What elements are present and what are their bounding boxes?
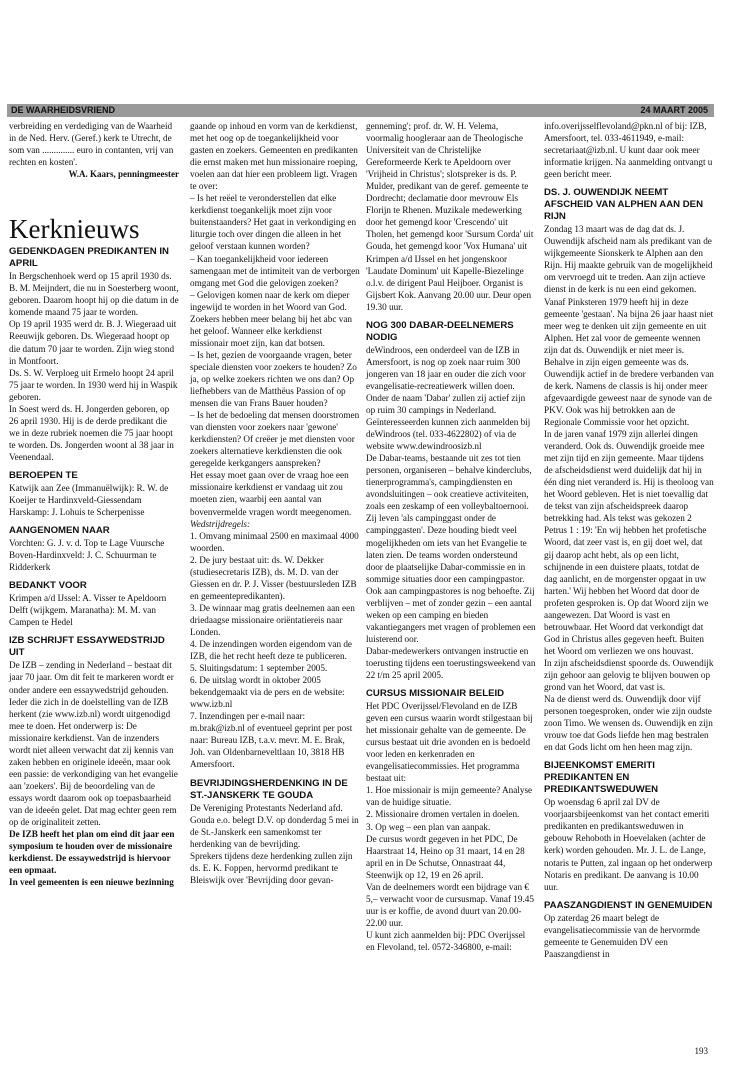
- paragraph: Vorchten: G. J. v. d. Top te Lage Vuursche: [9, 538, 165, 549]
- question-item: – Is het, gezien de voorgaande vragen, beter speciale diensten voor zoekers te houden? Zo ja, op welke zoekers richten we ons dan? Op liefhebbers van de Matthëus Passion of op mensen die van Frans Bauer houden?: [190, 349, 357, 409]
- rules-title: Wedstrijdregels:: [190, 518, 251, 529]
- article-heading: AANGENOMEN NAAR: [9, 525, 110, 537]
- paragraph: Boven-Hardinxveld: J. C. Schuurman te Ridderkerk: [9, 550, 157, 573]
- rule-item: 7. Inzendingen per e-mail naar: m.brak@izb.nl of eventueel geprint per post naar: Bureau IZB, t.a.v. mevr. M. E. Brak, Joh. van Oldenbarneveltlaan 10, 3818 HB Amersfoort.: [190, 711, 353, 770]
- column-2: [190, 120, 360, 886]
- paragraph: In zijn afscheidsdienst spoorde ds. Ouwendijk zijn gehoor aan gelovig te blijven bouwen op grond van het Woord, dat vast is.: [544, 657, 714, 693]
- paragraph: Op zaterdag 26 maart belegt de evangelisatiecommissie van de hervormde gemeente te Genemuiden DV een Paaszangdienst in: [544, 912, 700, 959]
- list-item: 2. Missionaire dromen vertalen in doelen.: [366, 809, 520, 820]
- rule-item: 5. Sluitingsdatum: 1 september 2005.: [190, 663, 328, 674]
- running-header: [7, 104, 714, 117]
- rule-item: 3. De winnaar mag gratis deelnemen aan een driedaagse missionaire oriëntatiereis naar Londen.: [190, 602, 355, 637]
- paragraph: Dabar-medewerkers ontvangen instructie en toerusting tijdens een toerustingsweekend van 22 t/m 25 april 2005.: [366, 645, 536, 681]
- paragraph: Ds. S. W. Verploeg uit Ermelo hoopt 24 april 75 jaar te worden. In 1930 werd hij in Waspik geboren.: [9, 367, 178, 402]
- paragraph: deWindroos, een onderdeel van de IZB in Amersfoort, is nog op zoek naar ruim 300 jongeren van 18 jaar en ouder die zich voor evangelisatie-recreatiewerk willen doen. Onder de naam 'Dabar' zullen zij actief zijn op ruim 30 campings in Nederland. Geïnteresseerden kunnen zich aanmelden bij deWindroos (tel. 033-4622802) of via de website www.dewindroosizb.nl: [366, 344, 531, 452]
- article-heading: GEDENKDAGEN PREDIKANTEN IN APRIL: [9, 246, 169, 270]
- column-1: [9, 120, 179, 888]
- question-item: – Is het reëel te veronderstellen dat elke kerkdienst toegankelijk moet zijn voor buitenstaanders? Het gaat in verkondiging en liturgie toch over dingen die alleen in het geloof verstaan kunnen worden?: [190, 193, 357, 252]
- article-heading: BEDANKT VOOR: [9, 580, 87, 592]
- article-heading: IZB SCHRIJFT ESSAYWEDSTRIJD UIT: [9, 635, 165, 659]
- article-heading: BEROEPEN TE: [9, 469, 78, 481]
- article-heading: NOG 300 DABAR-DEELNEMERS NODIG: [366, 319, 514, 343]
- paragraph: Op 19 april 1935 werd dr. B. J. Wiegeraad uit Reeuwijk geboren. Ds. Wiegeraad hoopt op die datum 70 jaar te worden. Zijn wieg stond in Montfoort.: [9, 319, 177, 366]
- rule-item: 2. De jury bestaat uit: ds. W. Dekker (studiesecretaris IZB), ds. M. D. van der Giessen en dr. P. J. Visser (bestuursleden IZB en gemeentepredikanten).: [190, 554, 357, 601]
- paragraph: De IZB – zending in Nederland – bestaat dit jaar 70 jaar. Om dit feit te markeren wordt er onder andere een essaywedstrijd gehouden. Ieder die zich in de doelstelling van de IZB herkent (zie www.izb.nl) wordt uitgenodigd mee te doen. Het onderwerp is: De missionaire kerkdienst. Van de inzenders wordt niet alleen verwacht dat zij kennis van zaken hebben en originele ideeën, maar ook een passie: de verkondiging van het evangelie aan 'zoekers'. Bij de beoordeling van de essays wordt daarom ook op toepasbaarheid van de ideeën gelet. Dat mag echter geen rem op de originaliteit zetten.: [9, 660, 178, 828]
- paragraph: De Vereniging Protestants Nederland afd. Gouda e.o. belegt D.V. op donderdag 5 mei in de St.-Janskerk een samenkomst ter herdenking van de bevrijding.: [190, 802, 359, 849]
- column-4: [544, 120, 714, 960]
- list-item: 3. Op weg – een plan van aanpak.: [366, 821, 491, 832]
- issue-date: 24 MAART 2005: [640, 105, 708, 115]
- rule-item: 1. Omvang minimaal 2500 en maximaal 4000 woorden.: [190, 530, 359, 553]
- rule-item: 6. De uitslag wordt in oktober 2005 bekendgemaakt via de pers en de website: www.izb.nl: [190, 675, 345, 710]
- paragraph: Harskamp: J. Lohuis te Scherpenisse: [9, 507, 145, 518]
- paragraph: gaande op inhoud en vorm van de kerkdienst, met het oog op de toegankelijkheid voor gasten en zoekers. Gemeenten en predikanten die ernst maken met hun missionaire roeping, voelen aan dat hier een probleem ligt. Vragen te over:: [190, 121, 358, 192]
- paragraph: Zondag 13 maart was de dag dat ds. J. Ouwendijk afscheid nam als predikant van de wijkgemeente Sionskerk te Alphen aan den Rijn. Hij maakte gebruik van de mogelijkheid om vervroegd uit te treden. Aan zijn actieve dienst in de kerk is nu een eind gekomen. Vanaf Pinksteren 1979 heeft hij in deze gemeente 'gestaan'. Na bijna 26 jaar haast niet meer weg te denken uit zijn gemeente en uit Alphen. Het zal voor de gemeente wennen zijn dat ds. Ouwendijk er niet meer is. Behalve in zijn eigen gemeente was ds. Ouwendijk actief in de bredere verbanden van de kerk. Namens de classis is hij onder meer afgevaardigde geweest naar de synode van de PKV. Ook was hij betrokken aan de Regionale Commissie voor het opzicht.: [544, 224, 714, 427]
- paragraph: De cursus wordt gegeven in het PDC, De Haarstraat 14, Heino op 31 maart, 14 en 28 april en in De Schutse, Onnastraat 44, Steenwijk op 12, 19 en 26 april.: [366, 833, 525, 880]
- paragraph: Op woensdag 6 april zal DV de voorjaarsbijeenkomst van het contact emeriti predikanten en predikantsweduwen in gebouw Rehoboth in Hoevelaken (achter de kerk) worden gehouden. Mr. J. L. de Lange, notaris te Putten, zal ingaan op het onderwerp Notaris en predikant. De aanvang is 10.00 uur.: [544, 797, 713, 892]
- paragraph: Het essay moet gaan over de vraag hoe een missionaire kerkdienst er vandaag uit zou moeten zien, waarbij een aantal van bovenvermelde vragen wordt meegenomen.: [190, 470, 352, 517]
- paragraph: In Bergschenhoek werd op 15 april 1930 ds. B. M. Meijndert, die nu in Soesterberg woont, geboren. Daarom hoopt hij op die datum in de komende maand 75 jaar te worden.: [9, 271, 179, 318]
- paragraph: info.overijsselflevoland@pkn.nl of bij: IZB, Amersfoort, tel. 033-4611949, e-mail: secretariaat@izb.nl. U kunt daar ook meer informatie krijgen. Na aanmelding ontvangt u geen bericht meer.: [544, 121, 713, 180]
- paragraph: Delft (wijkgem. Maranatha): M. M. van Campen te Hedel: [9, 605, 156, 628]
- paragraph: Krimpen a/d IJssel: A. Visser te Apeldoorn: [9, 593, 167, 604]
- page-number: 193: [694, 1046, 708, 1056]
- paragraph: genneming'; prof. dr. W. H. Velema, voormalig hoogleraar aan de Theologische Universiteit van de Christelijke Gereformeerde Kerk te Apeldoorn over 'Vrijheid in Christus'; slotspreker is ds. P. Mulder, predikant van de geref. gemeente te Dordrecht; declamatie door mevrouw Els Florijn te Rhenen. Muzikale medewerking door het gemengd koor 'Crescendo' uit Tholen, het gemengd koor 'Sursum Corda' uit Gouda, het gemengd koor 'Vox Humana' uit Krimpen a/d IJssel en het jongenskoor 'Laudate Dominum' uit Kapelle-Biezelinge o.l.v. de dirigent Paul Heijboer. Organist is Gijsbert Kok. Aanvang 20.00 uur. Deur open 19.30 uur.: [366, 121, 534, 312]
- paragraph: Katwijk aan Zee (Immanuëlwijk): R. W. de Koeijer te Hardinxveld-Giessendam: [9, 482, 169, 506]
- paragraph: Van de deelnemers wordt een bijdrage van € 5,– verwacht voor de cursusmap. Vanaf 19.45 uur is er koffie, de avond duurt van 20.00-22.00 uur.: [366, 881, 534, 928]
- signature: W.A. Kaars, penningmeester: [68, 169, 179, 180]
- column-3: [366, 120, 536, 953]
- rule-item: 4. De inzendingen worden eigendom van de IZB, die het recht heeft deze te publiceren.: [190, 639, 353, 662]
- paragraph: verbreiding en verdediging van de Waarheid in de Ned. Herv. (Geref.) kerk te Utrecht, de som van .............. euro in contanten, vrij van rechten en kosten'.: [9, 121, 174, 168]
- question-item: – Kan toegankelijkheid voor iedereen samengaan met de intimiteit van de verborgen omgang met God die gelovigen zoeken?: [190, 253, 360, 288]
- publication-name: DE WAARHEIDSVRIEND: [11, 105, 116, 115]
- article-heading: DS. J. OUWENDIJK NEEMT AFSCHEID VAN ALPHEN AAN DEN RIJN: [544, 187, 704, 223]
- article-heading: CURSUS MISSIONAIR BELEID: [366, 688, 505, 700]
- section-title: Kerknieuws: [9, 214, 140, 245]
- paragraph: Het PDC Overijssel/Flevoland en de IZB geven een cursus waarin wordt stilgestaan bij het missionair gehalte van de gemeente. De cursus bestaat uit drie avonden en is bedoeld voor leden en kerkenraden en evangelisatiecommissies. Het programma bestaat uit:: [366, 701, 533, 784]
- paragraph: Sprekers tijdens deze herdenking zullen zijn ds. E. K. Foppen, hervormd predikant te Bleiswijk over 'Bevrijding door gevan-: [190, 850, 353, 885]
- paragraph: In veel gemeenten is een nieuwe bezinning: [9, 877, 174, 888]
- article-heading: PAASZANGDIENST IN GENEMUIDEN: [544, 899, 713, 911]
- question-item: – Is het de bedoeling dat mensen doorstromen van diensten voor zoekers naar 'gewone' kerkdiensten? Of creëer je met diensten voor zoekers alternatieve kerkdiensten die ook geregelde kerkgangers aanspreken?: [190, 410, 360, 469]
- paragraph: De Dabar-teams, bestaande uit zes tot tien personen, organiseren – behalve kinderclubs, tienerprogramma's, campingdiensten en avondsluitingen – ook creatieve activiteiten, zoals een zeskamp of een volleybaltoernooi. Zij leven 'als campinggast onder de campinggasten'. Deze houding biedt veel mogelijkheden om iets van het Evangelie te laten zien. De teams worden ondersteund door de plaatselijke Dabar-commissie en in sommige situaties door een campingpastor. Ook aan campingpastores is nog behoefte. Zij verblijven – met of zonder gezin – een aantal weken op een camping en bieden vakantiegangers met vragen of problemen een luisterend oor.: [366, 453, 536, 644]
- paragraph: Na de dienst werd ds. Ouwendijk door vijf personen toegesproken, onder wie zijn oudste zoon Timo. We wensen ds. Ouwendijk en zijn vrouw toe dat Gods liefde hen mag bestralen en dat Gods licht om hen heen mag zijn.: [544, 694, 713, 753]
- paragraph: In de jaren vanaf 1979 zijn allerlei dingen veranderd. Ook ds. Ouwendijk groeide mee met zijn tijd en zijn gemeente. Maar tijdens de afscheidsdienst werd duidelijk dat hij in één ding niet veranderd is. Hij is theoloog van het Woord gebleven. Het is niet toevallig dat de tekst van zijn afscheidspreek daarop betrekking had. Als tekst was gekozen 2 Petrus 1 : 19: 'En wij hebben het profetische Woord, dat zeer vast is, en gij doet wel, dat gij daarop acht hebt, als op een licht, schijnende in een duistere plaats, totdat de dag aanlicht, en de morgenster opgaat in uw harten.' Wij hebben het Woord dat door de profeten gesproken is. Op dat Woord zijn we aangewezen. Dat Woord is vast en betrouwbaar. Het Woord dat verkondigt dat God in Christus alles gegeven heeft. Buiten het Woord om verliezen we ons houvast.: [544, 429, 714, 656]
- paragraph: In Soest werd ds. H. Jongerden geboren, op 26 april 1930. Hij is de derde predikant die we in deze rubriek noemen die 75 jaar hoopt te worden. Ds. Jongerden woont al 38 jaar in Veenendaal.: [9, 403, 174, 462]
- paragraph: U kunt zich aanmelden bij: PDC Overijssel en Flevoland, tel. 0572-346800, e-mail:: [366, 929, 526, 952]
- paragraph: De IZB heeft het plan om eind dit jaar een symposium te houden over de missionaire kerkdienst. De essaywedstrijd is hiervoor een opmaat.: [9, 829, 175, 876]
- question-item: – Gelovigen komen naar de kerk om dieper ingewijd te worden in het Woord van God. Zoekers hebben meer belang bij het abc van het geloof. Wanneer elke kerkdienst missionair moet zijn, kan dat botsen.: [190, 289, 352, 348]
- article-heading: BIJEENKOMST EMERITI PREDIKANTEN EN PREDIKANTSWEDUWEN: [544, 760, 659, 796]
- list-item: 1. Hoe missionair is mijn gemeente? Analyse van de huidige situatie.: [366, 785, 533, 808]
- article-heading: BEVRIJDINGSHERDENKING IN DE ST.-JANSKERK TE GOUDA: [190, 777, 348, 801]
